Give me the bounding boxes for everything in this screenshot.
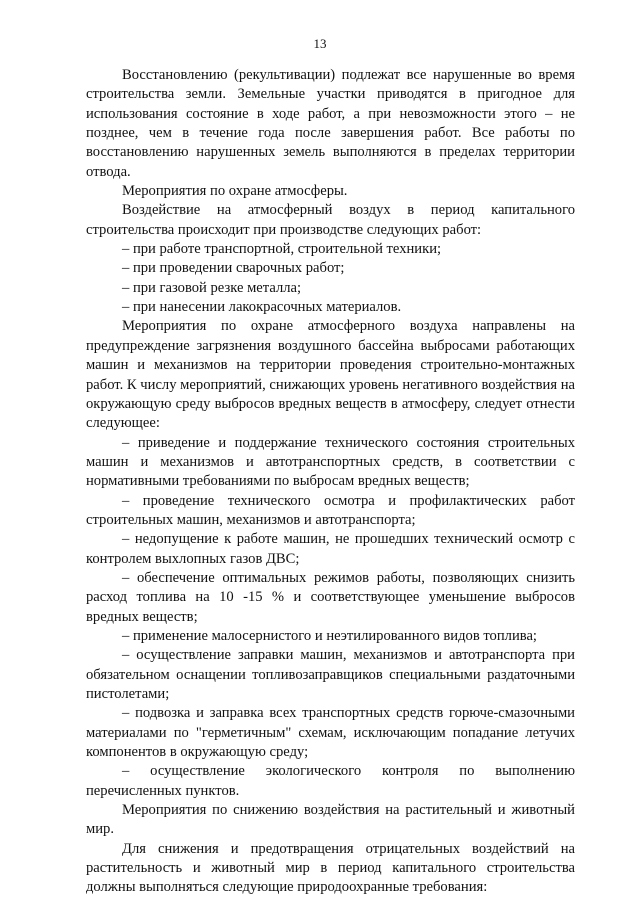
list-item-welding: – при проведении сварочных работ; [122, 260, 345, 277]
heading-flora-fauna: Мероприятия по снижению воздействия на растительный и животный мир. [86, 802, 575, 838]
list-item-paint: – при нанесении лакокрасочных материалов. [122, 299, 402, 316]
paragraph-atmosphere-impact: Воздействие на атмосферный воздух в период капитального строительства происходит при производстве следующих работ: [86, 202, 575, 238]
list-item-technical-state: – приведение и поддержание технического состояния строительных машин и механизмов и автотранспортных средств, в соответствии с нормативными требованиями по выбросам вредных веществ; [86, 434, 575, 490]
list-item-sealed-delivery: – подвозка и заправка всех транспортных средств горюче-смазочными материалами по "герметичным" схемам, исключающим попадание летучих компонентов в окружающую среду; [86, 705, 575, 761]
page-number: 13 [313, 36, 327, 51]
list-item-inspection: – проведение технического осмотра и профилактических работ строительных машин, механизмов и автотранспорта; [86, 492, 575, 528]
paragraph-recultivation: Восстановлению (рекультивации) подлежат все нарушенные во время строительства земли. Земельные участки приводятся в пригодное для использования состояние в ходе работ, а при невозможности этого – не позднее, чем в течение года после завершения работ. Все работы по восстановлению нарушенных земель выполняются в пределах территории отвода. [86, 67, 575, 180]
list-item-transport: – при работе транспортной, строительной техники; [122, 241, 442, 258]
list-item-low-sulfur-fuel: – применение малосернистого и неэтилированного видов топлива; [122, 627, 537, 644]
list-item-optimal-modes: – обеспечение оптимальных режимов работы, позволяющих снизить расход топлива на 10 -15 % и соответствующее уменьшение выбросов вредных веществ; [86, 569, 575, 625]
list-item-eco-control: – осуществление экологического контроля по выполнению перечисленных пунктов. [86, 763, 575, 799]
list-item-gas-cutting: – при газовой резке металла; [122, 279, 302, 296]
paragraph-flora-fauna-requirements: Для снижения и предотвращения отрицательных воздействий на растительность и животный мир в период капитального строительства должны выполняться следующие природоохранные требования: [86, 840, 575, 896]
list-item-exhaust-control: – недопущение к работе машин, не прошедших технический осмотр с контролем выхлопных газов ДВС; [86, 531, 575, 567]
heading-atmosphere-measures: Мероприятия по охране атмосферы. [122, 183, 348, 200]
paragraph-air-protection: Мероприятия по охране атмосферного воздуха направлены на предупреждение загрязнения воздушного бассейна выбросами работающих машин и механизмов на территории проведения строительно-монтажных работ. К числу мероприятий, снижающих уровень негативного воздействия на окружающую среду выбросов вредных веществ в атмосферу, следует отнести следующее: [86, 318, 575, 432]
list-item-refueling: – осуществление заправки машин, механизмов и автотранспорта при обязательном оснащении топливозаправщиков специальными раздаточными пистолетами; [86, 647, 575, 702]
document-body [86, 66, 575, 898]
